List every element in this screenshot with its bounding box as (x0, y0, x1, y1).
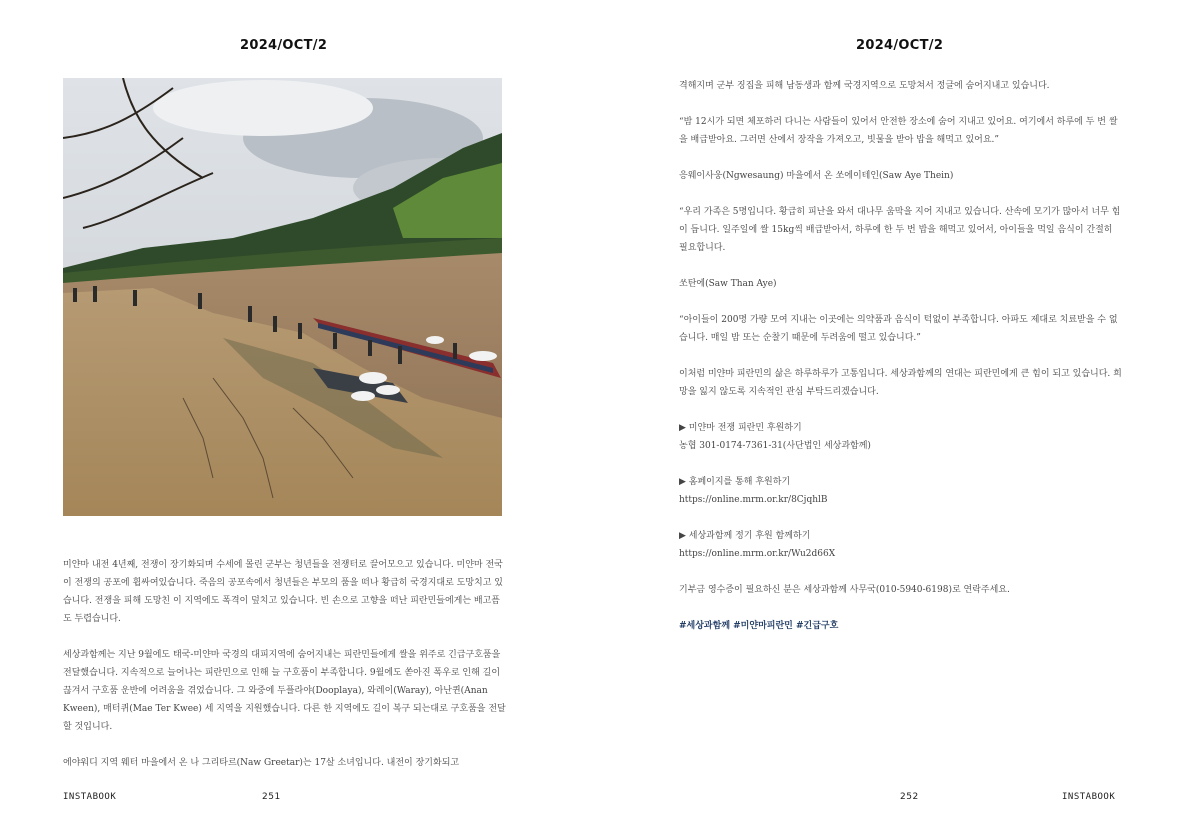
paragraph: 에야워디 지역 웨터 마을에서 온 나 그리타르(Naw Greetar)는 17살 소녀입니다. 내전이 장기화되고 (63, 758, 460, 768)
paragraph: “아이들이 200명 가량 모여 지내는 이곳에는 의약품과 음식이 턱없이 부족합니다. 아파도 제대로 치료받을 수 없습니다. 매일 밤 또는 순찰기 때문에 두려움에 떨고 있습니다.” (679, 315, 1118, 343)
page-date: 2024/OCT/2 (856, 38, 944, 53)
paragraph: “우리 가족은 5명입니다. 황급히 피난을 와서 대나무 움막을 지어 지내고 있습니다. 산속에 모기가 많아서 너무 힘이 듭니다. 일주일에 쌀 15kg씩 배급받아서, 하루에 한 두 번 밥을 해먹고 있어서, 아이들을 먹일 음식이 간절히 필요합니다. (679, 207, 1121, 253)
hashtags: #세상과함께 #미얀마피란민 #긴급구호 (679, 621, 839, 631)
bank-account: 농협 301-0174-7361-31(사단법인 세상과함께) (679, 441, 871, 451)
page-date: 2024/OCT/2 (240, 38, 328, 53)
flood-river-photo (63, 78, 502, 516)
paragraph: 격해지며 군부 징집을 피해 남동생과 함께 국경지역으로 도망쳐서 정글에 숨어지내고 있습니다. (679, 81, 1050, 91)
paragraph: 쏘탄에(Saw Than Aye) (679, 279, 777, 289)
right-page (592, 0, 1183, 836)
paragraph: “밤 12시가 되면 체포하러 다니는 사람들이 있어서 안전한 장소에 숨어 지내고 있어요. 여기에서 하루에 두 번 쌀을 배급받아요. 그러면 산에서 장작을 가져오고, 빗물을 받아 밥을 해먹고 있어요.” (679, 117, 1118, 145)
donation-link[interactable]: https://online.mrm.or.kr/Wu2d66X (679, 549, 836, 559)
donation-heading: ▶ 홈페이지를 통해 후원하기 (679, 477, 791, 487)
footer-brand: INSTABOOK (1062, 792, 1116, 802)
donation-heading: ▶ 미얀마 전쟁 피란민 후원하기 (679, 423, 802, 433)
paragraph: 미얀마 내전 4년째, 전쟁이 장기화되며 수세에 몰린 군부는 청년들을 전쟁터로 끌어모으고 있습니다. 미얀마 전국이 전쟁의 공포에 휩싸여있습니다. 죽음의 공포속에서 청년들은 부모의 품을 떠나 황급히 국경지대로 도망치고 있습니다. 전쟁을 피해 도망친 이 지역에도 폭격이 덮치고 있습니다. 빈 손으로 고향을 떠난 피란민들에게는 배고픔도 두렵습니다. (63, 560, 503, 624)
paragraph: 응웨이사웅(Ngwesaung) 마을에서 온 쏘에이테인(Saw Aye Thein) (679, 171, 954, 181)
donation-bank-block (679, 419, 1124, 455)
receipt-note: 기부금 영수증이 필요하신 분은 세상과함께 사무국(010-5940-6198)로 연락주세요. (679, 585, 1010, 595)
paragraph: 이처럼 미얀마 피란민의 삶은 하루하루가 고통입니다. 세상과함께의 연대는 피란민에게 큰 힘이 되고 있습니다. 희망을 잃지 않도록 지속적인 관심 부탁드리겠습니다. (679, 369, 1122, 397)
left-body-text (63, 556, 508, 772)
page-number: 251 (262, 792, 281, 802)
paragraph: 세상과함께는 지난 9월에도 태국-미얀마 국경의 대피지역에 숨어지내는 피란민들에게 쌀을 위주로 긴급구호품을 전달했습니다. 지속적으로 늘어나는 피란민으로 인해 늘 구호품이 부족합니다. 9월에도 쏟아진 폭우로 인해 길이 끊겨서 구호품 운반에 어려움을 겪었습니다. 그 와중에 두플라야(Dooplaya), 와레이(Waray), 아난퀸(Anan Kween), 매터퀴(Mae Ter Kwee) 세 지역을 지원했습니다. 다른 한 지역에도 길이 복구 되는대로 구호품을 전달할 것입니다. (63, 650, 506, 732)
donation-heading: ▶ 세상과함께 정기 후원 함께하기 (679, 531, 811, 541)
left-page (0, 0, 591, 836)
footer-brand: INSTABOOK (63, 792, 117, 802)
page-number: 252 (900, 792, 919, 802)
donation-homepage-block (679, 473, 1124, 509)
donation-regular-block (679, 527, 1124, 563)
donation-link[interactable]: https://online.mrm.or.kr/8CjqhlB (679, 495, 828, 505)
right-body-text (679, 77, 1124, 653)
